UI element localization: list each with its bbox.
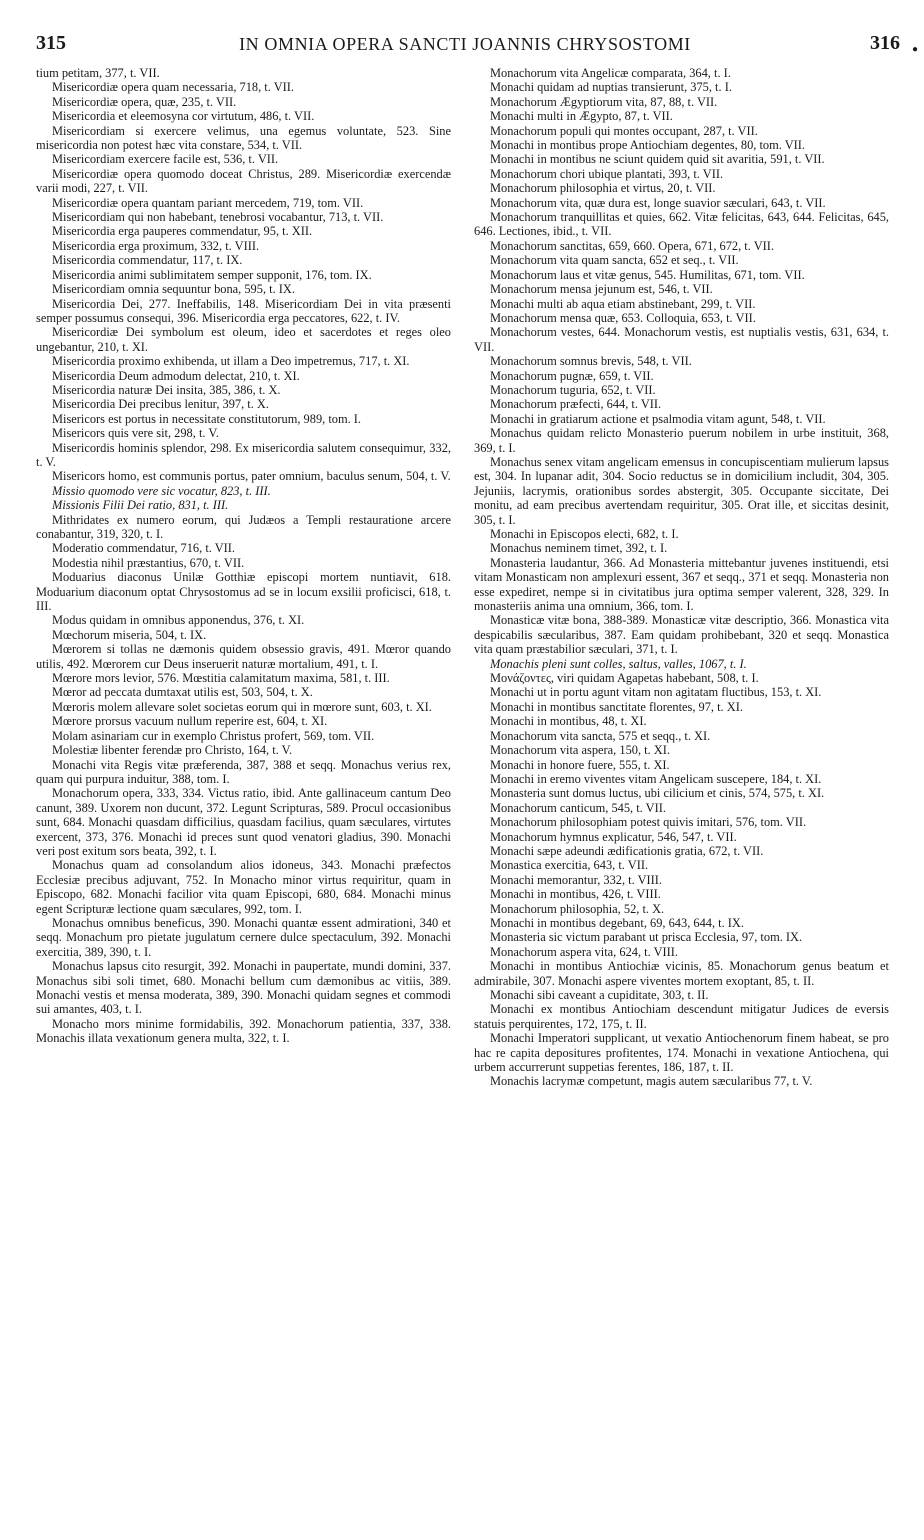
index-entry: Modus quidam in omnibus apponendus, 376, t. XI.	[52, 613, 305, 628]
index-entry: Monachorum præfecti, 644, t. VII.	[490, 397, 662, 412]
index-entry: Monachorum sanctitas, 659, 660. Opera, 671, 672, t. VII.	[490, 238, 775, 253]
index-entry: Monachi multi in Ægypto, 87, t. VII.	[490, 109, 673, 124]
index-entry: Monachorum vita Angelicæ comparata, 364, t. I.	[490, 66, 731, 80]
index-entry: Misericordiam si exercere velimus, una egemus voluntate, 523. Sine misericordia non potest hæc vita constare, 534, t. VII.	[36, 123, 451, 153]
index-entry: Monasteria sic victum parabant ut prisca Ecclesia, 97, tom. IX.	[490, 930, 803, 945]
index-entry: Monachorum tuguria, 652, t. VII.	[490, 382, 656, 397]
index-entry: Misericordia erga proximum, 332, t. VIII.	[52, 238, 260, 253]
index-entry: Mithridates ex numero eorum, qui Judæos a Templi restauratione arcere conabantur, 319, 320, t. I.	[36, 512, 451, 541]
index-entry: Monasteria laudantur, 366. Ad Monasteria mittebantur juvenes instituendi, etsi vitam Monasticam non amplexuri essent, 367 et seqq., 371 et seqq. Monasteria non esse expediret, nempe si in civitatibus jura optima semper valerent, 328, 329. In monasteriis anima una omnium, 366, tom. I.	[474, 555, 889, 614]
index-entry: Monachi ex montibus Antiochiam descendunt mitigatur Judices de eversis statuis perquirentes, 172, 175, t. II.	[474, 1002, 889, 1031]
index-entry: Misericordia Dei, 277. Ineffabilis, 148. Misericordiam Dei in vita præsenti semper possumus consequi, 396. Misericordia erga peccatores, 622, t. IV.	[36, 296, 451, 325]
index-entry: Misericordia proximo exhibenda, ut illam a Deo impetremus, 717, t. XI.	[52, 354, 410, 369]
index-entry: Monachi ut in portu agunt vitam non agitatam fluctibus, 153, t. XI.	[490, 685, 822, 700]
left-index-column	[36, 66, 451, 1046]
index-entry: Monachorum aspera vita, 624, t. VIII.	[490, 944, 678, 959]
index-entry: Misericors est portus in necessitate constitutorum, 989, tom. I.	[52, 411, 362, 426]
index-entry: Missio quomodo vere sic vocatur, 823, t. III.	[52, 483, 271, 498]
index-entry: Monasticæ vitæ bona, 388-389. Monasticæ vitæ descriptio, 366. Monastica vita despicabilis sæcularibus, 387. Eam quidam prohibebant, 320 et seqq. Monastica vita quam præstabilior sæculari, 371, t. I.	[474, 613, 889, 657]
index-entry: Monachi in montibus prope Antiochiam degentes, 80, tom. VII.	[490, 138, 805, 153]
index-entry: Monachi multi ab aqua etiam abstinebant, 299, t. VII.	[490, 296, 756, 311]
index-entry: tium petitam, 377, t. VII.	[36, 66, 160, 80]
index-entry: Monachi in montibus degebant, 69, 643, 644, t. IX.	[490, 915, 744, 930]
index-entry: Monachi sæpe adeundi ædificationis gratia, 672, t. VII.	[490, 843, 764, 858]
index-entry: Monachorum mensa jejunum est, 546, t. VII.	[490, 282, 713, 297]
index-entry: Monachorum vita aspera, 150, t. XI.	[490, 743, 670, 758]
index-entry: Monachi in Episcopos electi, 682, t. I.	[490, 527, 679, 541]
index-entry: Mœrorem si tollas ne dæmonis quidem obsessio gravis, 491. Mœror quando utilis, 492. Mœrorem cur Deus inseruerit naturæ mortalium, 491, t. I.	[36, 642, 451, 671]
index-entry: Monacho mors minime formidabilis, 392. Monachorum patientia, 337, 338. Monachis illata vexationum genera multa, 322, t. I.	[36, 1016, 451, 1046]
index-entry: Monachus lapsus cito resurgit, 392. Monachi in paupertate, mundi domini, 337. Monachus sibi soli timet, 680. Monachi bellum cum dæmonibus ac vitiis, 389. Monachi vestis et mensa moderata, 389, 390. Monachi quidam segnes et commodi sui amantes, 403, t. I.	[36, 959, 451, 1017]
index-entry: Monachis lacrymæ competunt, magis autem sæcularibus 77, t. V.	[490, 1074, 813, 1089]
index-entry: Monachorum Ægyptiorum vita, 87, 88, t. VII.	[490, 94, 718, 109]
index-entry: Monachorum opera, 333, 334. Victus ratio, ibid. Ante gallinaceum cantum Deo canunt, 389. Uxorem non ducunt, 372. Legunt Scripturas, 589. Procul occasionibus sunt, 684. Monachi quasdam difficilius, quasdam facilius, quam sæculares, virtutes exercent, 373, 376. Monachi id preces sunt quod venatori gladius, 390. Monachi veri post exitum sors beata, 392, t. I.	[36, 786, 451, 858]
index-entry: Monachus neminem timet, 392, t. I.	[490, 541, 668, 556]
index-entry: Monachi in honore fuere, 555, t. XI.	[490, 757, 670, 772]
index-entry: Μονάζοντες, viri quidam Agapetas habebant, 508, t. I.	[490, 671, 759, 686]
index-entry: Monachus quam ad consolandum alios idoneus, 343. Monachi præfectos Ecclesiæ precibus adjuvant, 752. In Monacho minor virtus requiritur, quam in Episcopo, 682. Monachi facilior vita quam Episcopi, 680, 684. Monachi minus egent Scripturæ lectione quam sæculares, 992, tom. I.	[36, 858, 451, 916]
index-entry: Monachorum laus et vitæ genus, 545. Humilitas, 671, tom. VII.	[490, 267, 805, 282]
index-entry: Monachorum philosophiam potest quivis imitari, 576, tom. VII.	[490, 815, 807, 830]
index-entry: Misericordiæ opera quantam pariant mercedem, 719, tom. VII.	[52, 195, 364, 210]
index-entry: Misericordia Dei precibus lenitur, 397, t. X.	[52, 397, 269, 412]
index-entry: Missionis Filii Dei ratio, 831, t. III.	[52, 498, 229, 513]
index-entry: Misericordia et eleemosyna cor virtutum, 486, t. VII.	[52, 109, 315, 124]
index-entry: Mœror ad peccata dumtaxat utilis est, 503, 504, t. X.	[52, 685, 313, 700]
index-entry: Monachi in gratiarum actione et psalmodia vitam agunt, 548, t. VII.	[490, 411, 826, 426]
index-entry: Monachi sibi caveant a cupiditate, 303, t. II.	[490, 988, 709, 1002]
left-page-number: 315	[36, 32, 66, 54]
index-entry: Monachorum vestes, 644. Monachorum vestis, est nuptialis vestis, 631, 634, t. VII.	[474, 325, 889, 354]
index-entry: Monachi in eremo viventes vitam Angelicam susceperе, 184, t. XI.	[490, 771, 822, 786]
index-entry: Monachi memorantur, 332, t. VIII.	[490, 872, 663, 887]
index-entry: Monachorum populi qui montes occupant, 287, t. VII.	[490, 123, 758, 138]
index-entry: Monasteria sunt domus luctus, ubi cilicium et cinis, 574, 575, t. XI.	[490, 786, 825, 801]
index-entry: Monachi in montibus ne sciunt quidem quid sit avaritia, 591, t. VII.	[490, 152, 825, 167]
index-entry: Misericordiam qui non habebant, tenebrosi vocabantur, 713, t. VII.	[52, 210, 384, 225]
index-entry: Misericordiæ Dei symbolum est oleum, ideo et sacerdotes et reges oleo ungebantur, 210, t. XI.	[36, 325, 451, 354]
index-entry: Misericordia naturæ Dei insita, 385, 386, t. X.	[52, 382, 281, 397]
index-entry: Misericordis hominis splendor, 298. Ex misericordia salutem consequimur, 332, t. V.	[36, 440, 451, 469]
index-entry: Monachorum hymnus explicatur, 546, 547, t. VII.	[490, 829, 737, 844]
index-entry: Monachorum canticum, 545, t. VII.	[490, 800, 666, 815]
right-index-column	[474, 66, 889, 1089]
index-entry: Misericordiam omnia sequuntur bona, 595, t. IX.	[52, 282, 295, 297]
index-entry: Monachorum vita, quæ dura est, longe suavior sæculari, 643, t. VII.	[490, 195, 826, 210]
index-entry: Molam asinariam cur in exemplo Christus profert, 569, tom. VII.	[52, 728, 375, 743]
index-entry: Monachi in montibus, 426, t. VIII.	[490, 887, 661, 902]
index-entry: Monachorum mensa quæ, 653. Colloquia, 653, t. VII.	[490, 310, 756, 325]
index-entry: Misericordia erga pauperes commendatur, 95, t. XII.	[52, 224, 313, 239]
index-entry: Mœchorum miseria, 504, t. IX.	[52, 627, 207, 642]
index-entry: Monachi Imperatori supplicant, ut vexatio Antiochenorum finem habeat, se pro hac re capita depositures profitentes, 174. Monachi in vexatione Antiochena, qui urbem accurrerunt suppetias ferentes, 186, 187, t. II.	[474, 1031, 889, 1075]
index-entry: Misericordia commendatur, 117, t. IX.	[52, 253, 243, 268]
index-entry: Modestia nihil præstantius, 670, t. VII.	[52, 555, 245, 570]
running-title: IN OMNIA OPERA SANCTI JOANNIS CHRYSOSTOMI	[239, 34, 691, 54]
index-entry: Monachi quidam ad nuptias transierunt, 375, t. I.	[490, 80, 732, 95]
index-entry: Misericors quis vere sit, 298, t. V.	[52, 426, 219, 441]
index-entry: Monachi in montibus sanctitate florentes, 97, t. XI.	[490, 699, 743, 714]
index-entry: Monachi vita Regis vitæ præferenda, 387, 388 et seqq. Monachus verius rex, quam qui purpura induitur, 388, tom. I.	[36, 757, 451, 786]
index-entry: Monachus quidam relicto Monasterio puerum nobilem in urbe instituit, 368, 369, t. I.	[474, 426, 889, 455]
index-entry: Molestiæ libenter ferendæ pro Christo, 164, t. V.	[52, 743, 293, 758]
page-header	[30, 30, 900, 60]
index-entry: Moduarius diaconus Unilæ Gotthiæ episcopi mortem nuntiavit, 618. Moduarium diaconum optat Chrysostomus ad se in locum exsilii proficisci, 618, t. III.	[36, 570, 451, 614]
index-entry: Misericordia Deum admodum delectat, 210, t. XI.	[52, 368, 300, 383]
index-entry: Monachis pleni sunt colles, saltus, valles, 1067, t. I.	[490, 656, 747, 671]
index-entry: Monachorum tranquillitas et quies, 662. Vitæ felicitas, 643, 644. Felicitas, 645, 646. Lectiones, ibid., t. VII.	[474, 210, 889, 239]
index-entry: Mœrore prorsus vacuum nullum reperire est, 604, t. XI.	[52, 714, 328, 729]
index-entry: Mœroris molem allevare solet societas eorum qui in mœrore sunt, 603, t. XI.	[52, 699, 432, 714]
index-entry: Monachorum vita sancta, 575 et seqq., t. XI.	[490, 728, 711, 743]
index-entry: Misericordiæ opera quomodo doceat Christus, 289. Misericordiæ exercendæ varii modi, 227, t. VII.	[36, 166, 451, 196]
index-entry: Monachorum philosophia, 52, t. X.	[490, 901, 665, 916]
index-entry: Monachorum chori ubique plantati, 393, t. VII.	[490, 166, 724, 181]
index-entry: Misericordiam exercere facile est, 536, t. VII.	[52, 152, 279, 167]
index-entry: Mœrore mors levior, 576. Mœstitia calamitatum maxima, 581, t. III.	[52, 671, 390, 686]
right-page-number: 316	[870, 32, 900, 54]
index-entry: Monastica exercitia, 643, t. VII.	[490, 858, 649, 873]
index-entry: Misericors homo, est communis portus, pater omnium, baculus senum, 504, t. V.	[52, 469, 451, 484]
index-entry: Misericordia animi sublimitatem semper supponit, 176, tom. IX.	[52, 267, 372, 282]
index-entry: Monachorum pugnæ, 659, t. VII.	[490, 368, 654, 383]
index-entry: Monachorum philosophia et virtus, 20, t. VII.	[490, 181, 716, 196]
margin-mark: ●	[912, 44, 919, 55]
index-entry: Misericordiæ opera, quæ, 235, t. VII.	[52, 94, 237, 109]
index-entry: Monachi in montibus Antiochiæ vicinis, 85. Monachorum genus beatum et admirabile, 307. Monachi aspere viventes mortem exoptant, 85, t. II.	[474, 959, 889, 988]
index-entry: Misericordiæ opera quam necessaria, 718, t. VII.	[52, 80, 295, 95]
index-entry: Monachorum somnus brevis, 548, t. VII.	[490, 354, 692, 369]
index-entry: Monachorum vita quam sancta, 652 et seq., t. VII.	[490, 253, 739, 268]
index-entry: Monachi in montibus, 48, t. XI.	[490, 714, 647, 729]
index-entry: Monachus omnibus beneficus, 390. Monachi quantæ essent admirationi, 340 et seqq. Monachum pro pietate jugulatum cernere dulce spectaculum, 392. Monachi exercitia, 389, 390, t. I.	[36, 915, 451, 959]
index-entry: Moderatio commendatur, 716, t. VII.	[52, 541, 236, 556]
index-entry: Monachus senex vitam angelicam emensus in concupiscentiam mulierum lapsus est, 304. In lupanar adit, 304. Socio reductus se in domicilium includit, 304, 305. Jejuniis, lacrymis, orationibus sordes abstergit, 305. Occupante siccitate, Dei monitu, ad eam precibus avertendam requiritur, 305. Orat ille, et siccitas desinit, 305, t. I.	[474, 454, 889, 527]
